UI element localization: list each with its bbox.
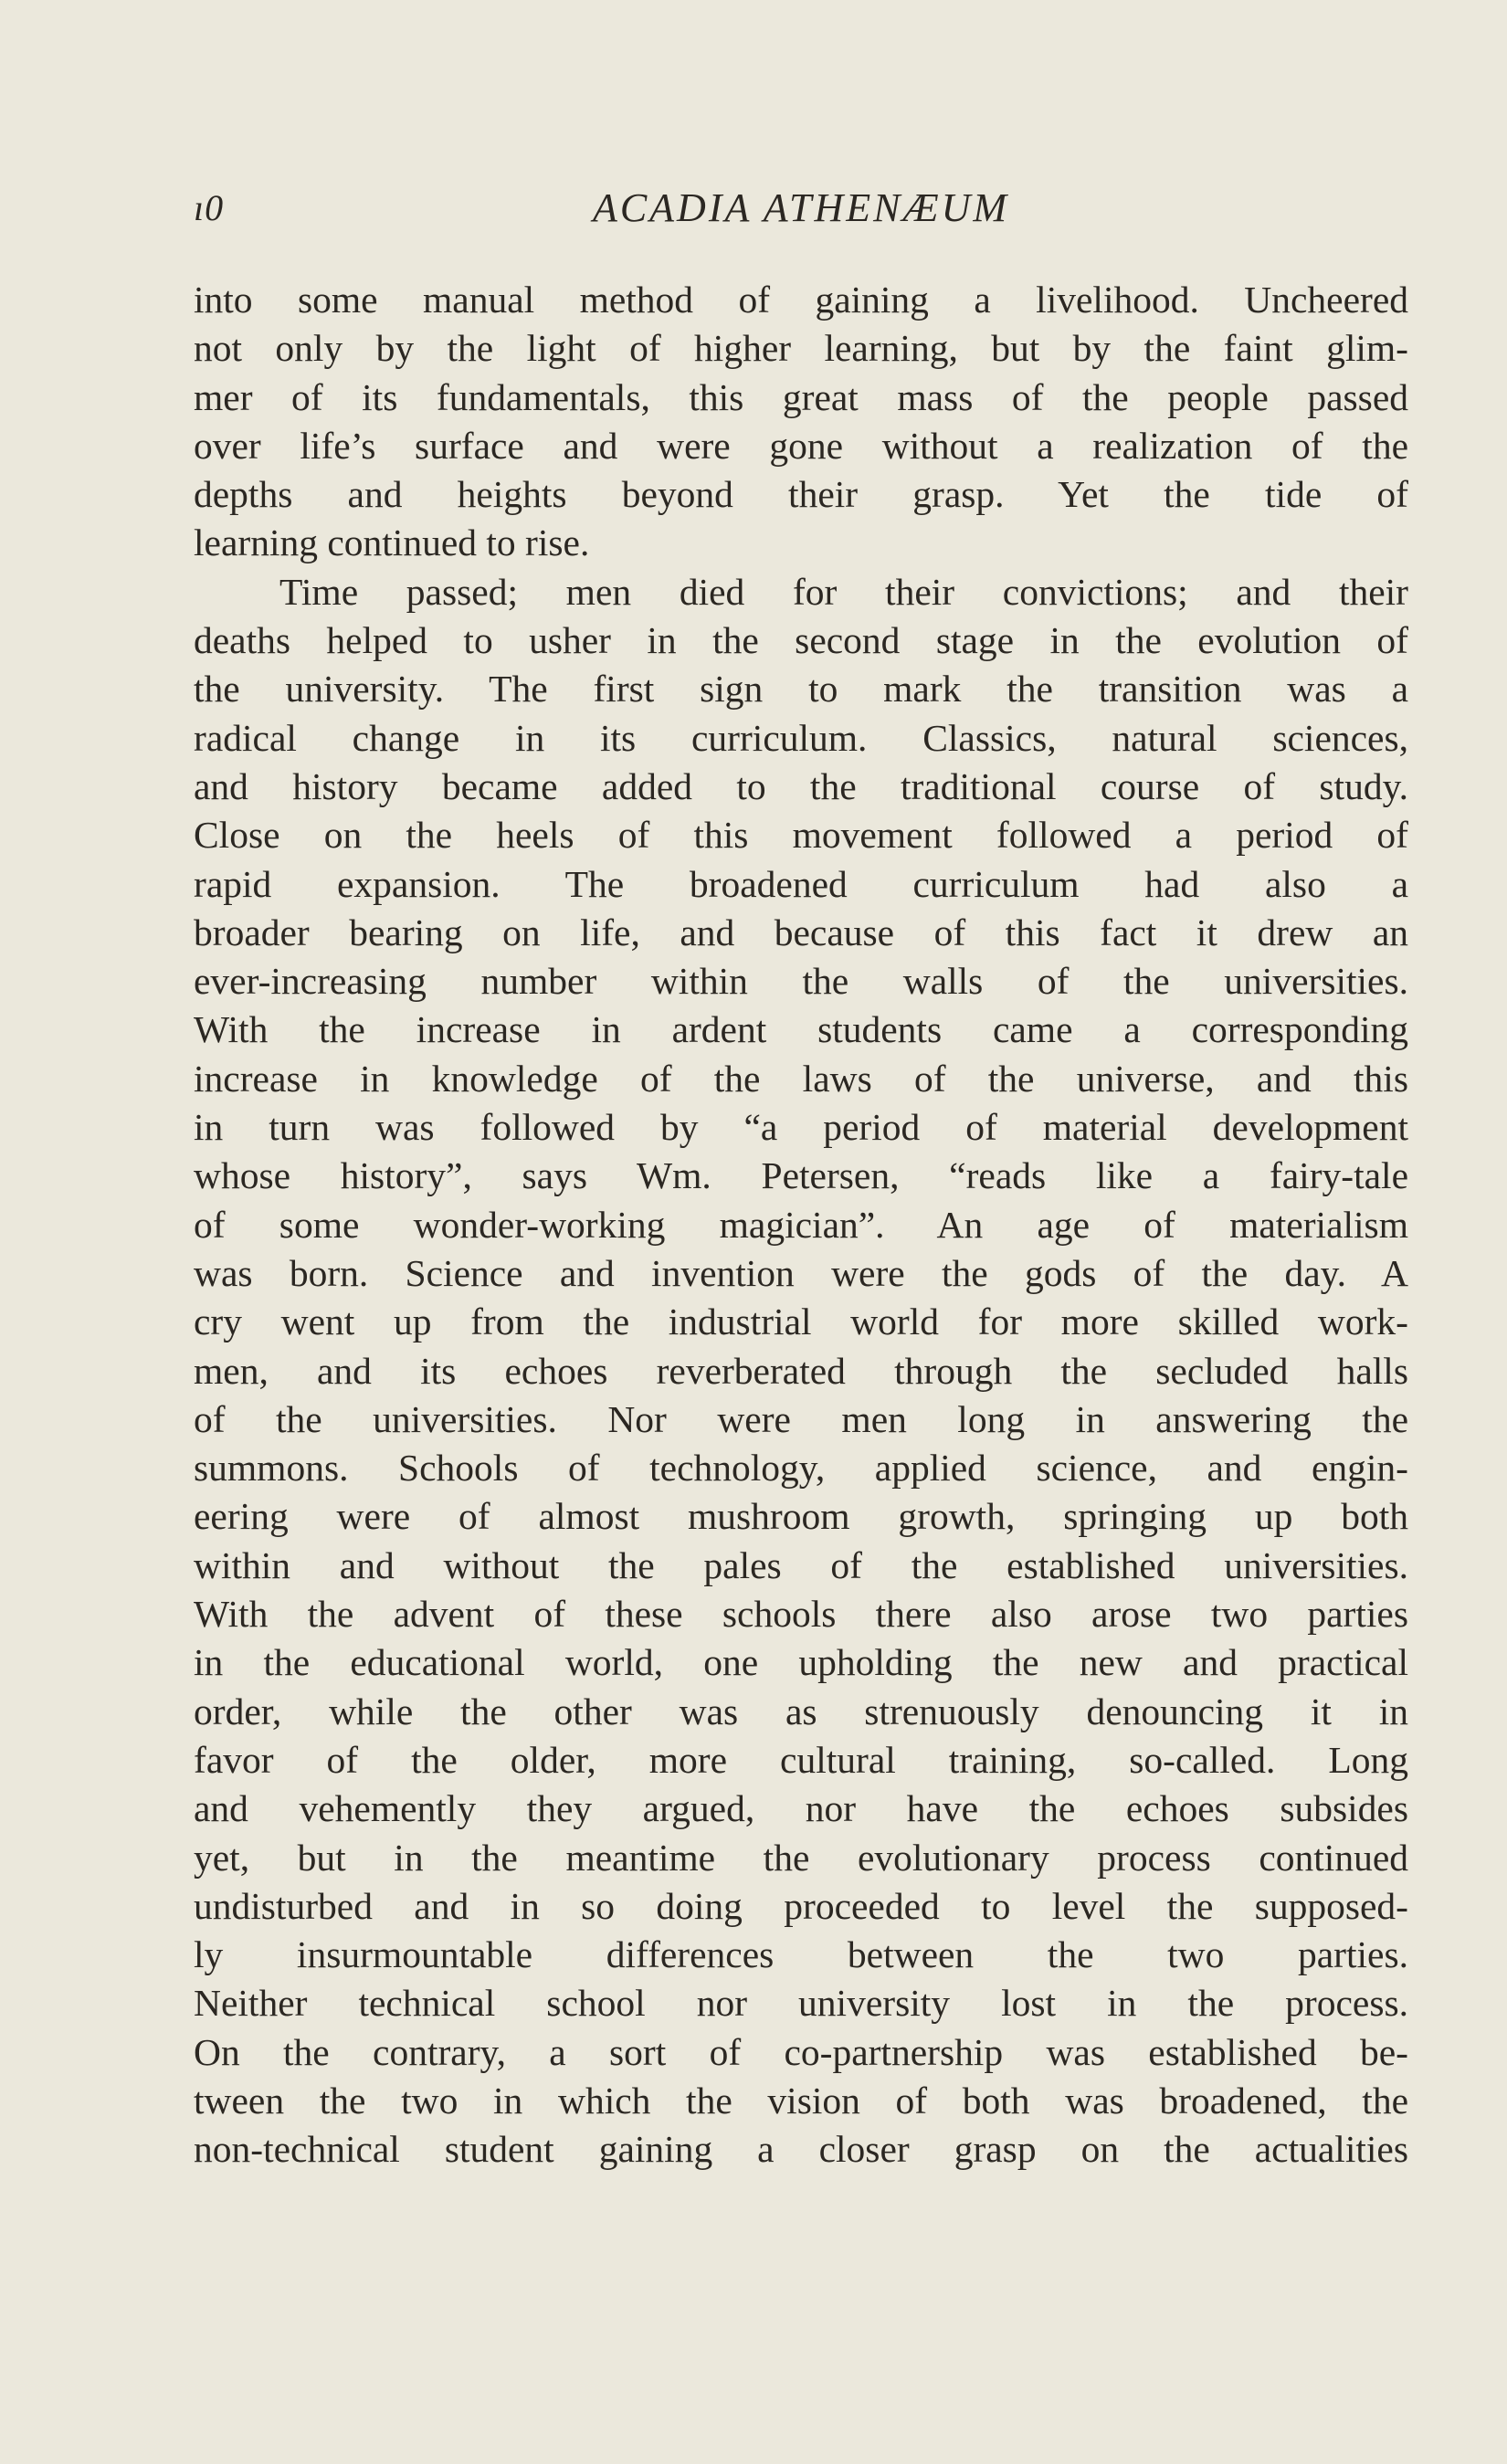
text-line: and history became added to the traditional course of study. xyxy=(194,764,1408,807)
text-line: ly insurmountable differences between the two parties. xyxy=(194,1933,1408,1976)
text-line: learning continued to rise. xyxy=(194,521,590,564)
text-line: deaths helped to usher in the second stage in the evolution of xyxy=(194,619,1408,662)
text-line: order, while the other was as strenuously denouncing it in xyxy=(194,1690,1408,1732)
running-title: ACADIA ATHENÆUM xyxy=(592,185,1010,230)
page-header xyxy=(194,179,1408,237)
text-line: men, and its echoes reverberated through the secluded halls xyxy=(194,1349,1408,1392)
text-line: and vehemently they argued, nor have the echoes subsides xyxy=(194,1787,1408,1830)
text-line: was born. Science and invention were the gods of the day. A xyxy=(194,1251,1408,1294)
text-line: non-technical student gaining a closer grasp on the actualities xyxy=(194,2128,1408,2171)
text-line: On the contrary, a sort of co-partnership was established be- xyxy=(194,2030,1408,2073)
text-line: With the increase in ardent students came a corresponding xyxy=(194,1008,1408,1051)
text-line: in turn was followed by “a period of material development xyxy=(194,1106,1408,1149)
text-line: radical change in its curriculum. Classics, natural sciences, xyxy=(194,716,1408,759)
text-line: within and without the pales of the established universities. xyxy=(194,1543,1408,1586)
text-line: depths and heights beyond their grasp. Yet the tide of xyxy=(194,473,1408,516)
text-line: tween the two in which the vision of both was broadened, the xyxy=(194,2079,1408,2122)
text-line: broader bearing on life, and because of this fact it drew an xyxy=(194,911,1408,953)
text-line: increase in knowledge of the laws of the universe, and this xyxy=(194,1057,1408,1100)
text-line: in the educational world, one upholding the new and practical xyxy=(194,1641,1408,1684)
text-line: ever-increasing number within the walls of the universities. xyxy=(194,960,1408,1003)
text-line: summons. Schools of technology, applied science, and engin- xyxy=(194,1447,1408,1490)
text-line: the university. The first sign to mark the transition was a xyxy=(194,668,1408,711)
page-number: ı0 xyxy=(194,187,225,228)
text-line: of the universities. Nor were men long in answering the xyxy=(194,1397,1408,1440)
text-line: Time passed; men died for their convictions; and their xyxy=(279,570,1408,613)
text-line: Close on the heels of this movement followed a period of xyxy=(194,814,1408,857)
text-line: rapid expansion. The broadened curriculum had also a xyxy=(194,862,1408,905)
text-line: Neither technical school nor university lost in the process. xyxy=(194,1982,1408,2025)
body-text xyxy=(194,276,1408,2174)
text-line: yet, but in the meantime the evolutionary process continued xyxy=(194,1836,1408,1879)
text-line: favor of the older, more cultural training, so-called. Long xyxy=(194,1738,1408,1781)
text-line: undisturbed and in so doing proceeded to level the supposed- xyxy=(194,1884,1408,1927)
text-line: over life’s surface and were gone without a realization of the xyxy=(194,424,1408,467)
text-line: eering were of almost mushroom growth, springing up both xyxy=(194,1495,1408,1538)
text-line: into some manual method of gaining a livelihood. Uncheered xyxy=(194,279,1408,321)
text-line: not only by the light of higher learning, but by the faint glim- xyxy=(194,327,1408,370)
text-line: whose history”, says Wm. Petersen, “reads like a fairy-tale xyxy=(194,1154,1408,1197)
text-line: cry went up from the industrial world for more skilled work- xyxy=(194,1300,1408,1343)
text-line: With the advent of these schools there also arose two parties xyxy=(194,1593,1408,1636)
text-line: of some wonder-working magician”. An age of materialism xyxy=(194,1203,1408,1246)
text-line: mer of its fundamentals, this great mass of the people passed xyxy=(194,375,1408,418)
